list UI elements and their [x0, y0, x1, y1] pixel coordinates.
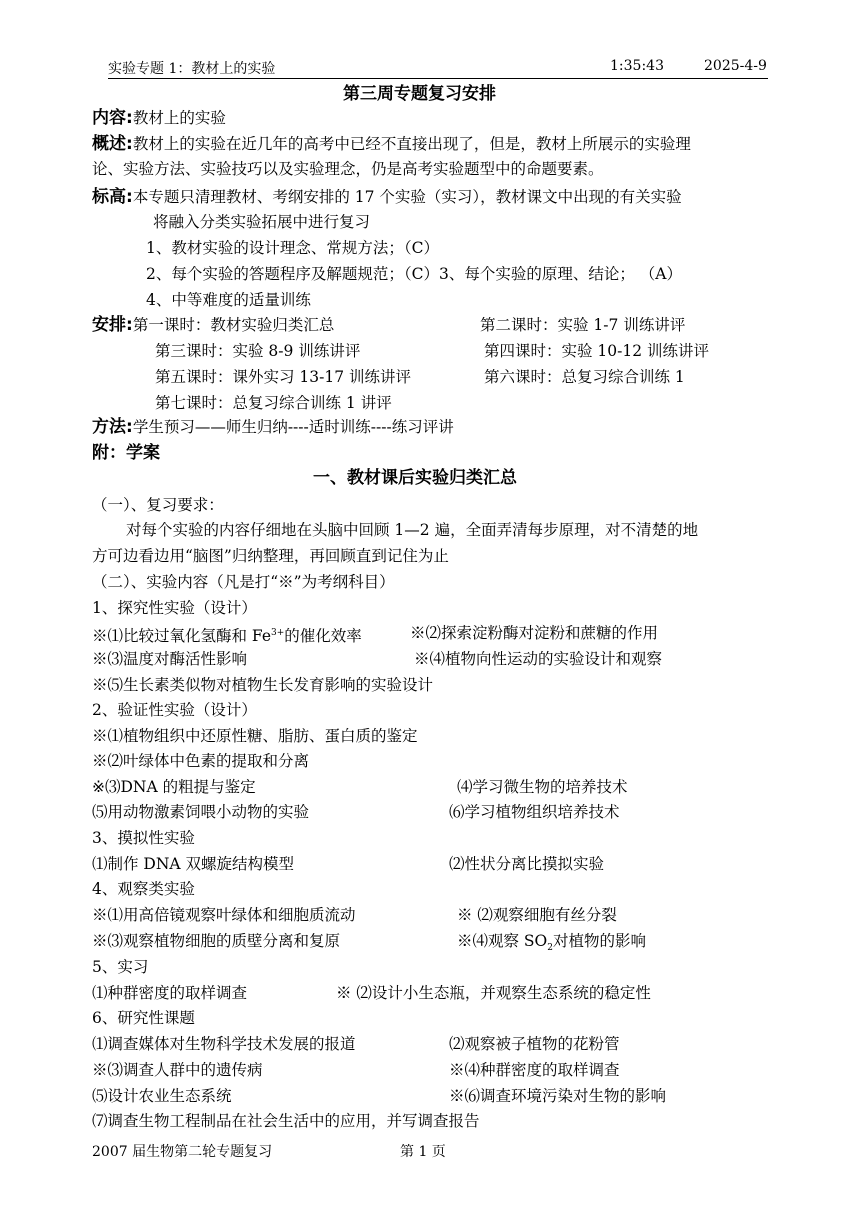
review-text-2: 方可边看边用“脑图”归纳整理，再回顾直到记住为止 — [92, 547, 449, 565]
schedule-left-2: 第三课时：实验 8-9 训练讲评 — [155, 342, 361, 360]
schedule-left-4: 第七课时：总复习综合训练 1 讲评 — [155, 394, 392, 412]
overview-text-1: 教材上的实验在近几年的高考中已经不直接出现了，但是，教材上所展示的实验理 — [132, 135, 691, 153]
cat1-item-3: ※⑶温度对酶活性影响 — [92, 650, 248, 668]
so2-subscript: 2 — [547, 943, 553, 954]
review-text-1: 对每个实验的内容仔细地在头脑中回顾 1—2 遍，全面弄清每步原理，对不清楚的地 — [126, 521, 699, 539]
cat1-title: 1、探究性实验（设计） — [92, 599, 257, 617]
section-1-title: 一、教材课后实验归类汇总 — [313, 468, 517, 488]
schedule-left-3: 第五课时：课外实习 13-17 训练讲评 — [155, 368, 412, 386]
cat4-title: 4、观察类实验 — [92, 880, 195, 898]
cat6-title: 6、研究性课题 — [92, 1009, 195, 1027]
cat2-item-4: ⑷学习微生物的培养技术 — [457, 778, 628, 796]
schedule-label: 安排: — [92, 315, 133, 335]
header-time: 1:35:43 — [610, 58, 664, 74]
cat1-item-5: ※⑸生长素类似物对植物生长发育影响的实验设计 — [92, 676, 434, 694]
header-title: 实验专题 1：教材上的实验 — [108, 61, 276, 77]
header-date: 2025-4-9 — [704, 58, 767, 74]
footer-title: 2007 届生物第二轮专题复习 — [92, 1144, 273, 1160]
cat6-item-3: ※⑶调查人群中的遗传病 — [92, 1061, 263, 1079]
cat5-item-2: ※ ⑵设计小生态瓶，并观察生态系统的稳定性 — [336, 984, 651, 1002]
cat1-item-2: ※⑵探索淀粉酶对淀粉和蔗糖的作用 — [410, 624, 659, 642]
cat5-item-1: ⑴种群密度的取样调查 — [92, 984, 248, 1002]
goal-label: 标高: — [92, 187, 133, 207]
cat1-item-1-text: ※⑴比较过氧化氢酶和 Fe — [92, 627, 272, 646]
method-text: 学生预习——师生归纳----适时训练----练习评讲 — [132, 418, 454, 436]
cat2-item-3: ※⑶DNA 的粗提与鉴定 — [92, 778, 256, 796]
cat1-item-1-suffix: 的催化效率 — [284, 627, 362, 646]
iron-ion-charge: 3+ — [271, 628, 285, 638]
cat4-item-4-suffix: 对植物的影响 — [553, 932, 647, 950]
content-line — [92, 106, 226, 130]
contents-heading: （二）、实验内容（凡是打“※”为考纲科目） — [92, 573, 395, 591]
cat2-title: 2、验证性实验（设计） — [92, 701, 257, 719]
method-label: 方法: — [92, 417, 133, 437]
cat5-title: 5、实习 — [92, 958, 149, 976]
schedule-right-3: 第六课时：总复习综合训练 1 — [484, 368, 685, 386]
goal-line-1 — [92, 185, 682, 209]
cat3-item-2: ⑵性状分离比摸拟实验 — [449, 855, 605, 873]
overview-text-2: 论、实验方法、实验技巧以及实验理念，仍是高考实验题型中的命题要素。 — [92, 160, 604, 178]
cat3-item-1: ⑴制作 DNA 双螺旋结构模型 — [92, 855, 295, 873]
cat6-item-6: ※⑹调查环境污染对生物的影响 — [449, 1087, 667, 1105]
schedule-left-1: 第一课时：教材实验归类汇总 — [132, 316, 335, 334]
schedule-line-1 — [92, 313, 334, 337]
method-line — [92, 415, 454, 439]
cat2-item-6: ⑹学习植物组织培养技术 — [449, 803, 620, 821]
cat6-item-1: ⑴调查媒体对生物科学技术发展的报道 — [92, 1035, 356, 1053]
overview-label: 概述: — [92, 134, 133, 154]
goal-item-1: 1、教材实验的设计理念、常规方法；（C） — [146, 239, 439, 257]
goal-item-2: 2、每个实验的答题程序及解题规范；（C）3、每个实验的原理、结论； （A） — [146, 265, 682, 283]
cat4-item-3: ※⑶观察植物细胞的质壁分离和复原 — [92, 932, 341, 950]
cat6-item-7: ⑺调查生物工程制品在社会生活中的应用，并写调查报告 — [92, 1112, 480, 1130]
cat4-item-1: ※⑴用高倍镜观察叶绿体和细胞质流动 — [92, 906, 356, 924]
content-label: 内容: — [92, 108, 133, 128]
cat6-item-2: ⑵观察被子植物的花粉管 — [449, 1035, 620, 1053]
page-title: 第三周专题复习安排 — [343, 84, 496, 104]
cat1-item-4: ※⑷植物向性运动的实验设计和观察 — [414, 650, 663, 668]
footer-page-number: 第 1 页 — [400, 1144, 446, 1160]
cat3-title: 3、摸拟性实验 — [92, 829, 195, 847]
schedule-right-2: 第四课时：实验 10-12 训练讲评 — [484, 342, 710, 360]
goal-text-1: 本专题只清理教材、考纲安排的 17 个实验（实习），教材课文中出现的有关实验 — [132, 188, 682, 206]
appendix-label: 附：学案 — [92, 443, 160, 463]
cat4-item-4-text: ※⑷观察 SO — [457, 932, 548, 950]
schedule-right-1: 第二课时：实验 1-7 训练讲评 — [480, 316, 686, 334]
cat6-item-4: ※⑷种群密度的取样调查 — [449, 1061, 620, 1079]
goal-item-3: 4、中等难度的适量训练 — [146, 291, 311, 309]
overview-line-1 — [92, 132, 691, 156]
cat4-item-4 — [457, 929, 646, 960]
page-header — [108, 58, 768, 79]
cat4-item-2: ※ ⑵观察细胞有丝分裂 — [457, 906, 617, 924]
cat1-item-1 — [92, 621, 362, 648]
cat2-item-5: ⑸用动物激素饲喂小动物的实验 — [92, 803, 310, 821]
goal-text-2: 将融入分类实验拓展中进行复习 — [153, 213, 371, 231]
cat2-item-2: ※⑵叶绿体中色素的提取和分离 — [92, 752, 310, 770]
cat2-item-1: ※⑴植物组织中还原性糖、脂肪、蛋白质的鉴定 — [92, 727, 418, 745]
content-text: 教材上的实验 — [132, 109, 226, 127]
cat6-item-5: ⑸设计农业生态系统 — [92, 1087, 232, 1105]
review-heading: （一）、复习要求： — [92, 496, 224, 514]
